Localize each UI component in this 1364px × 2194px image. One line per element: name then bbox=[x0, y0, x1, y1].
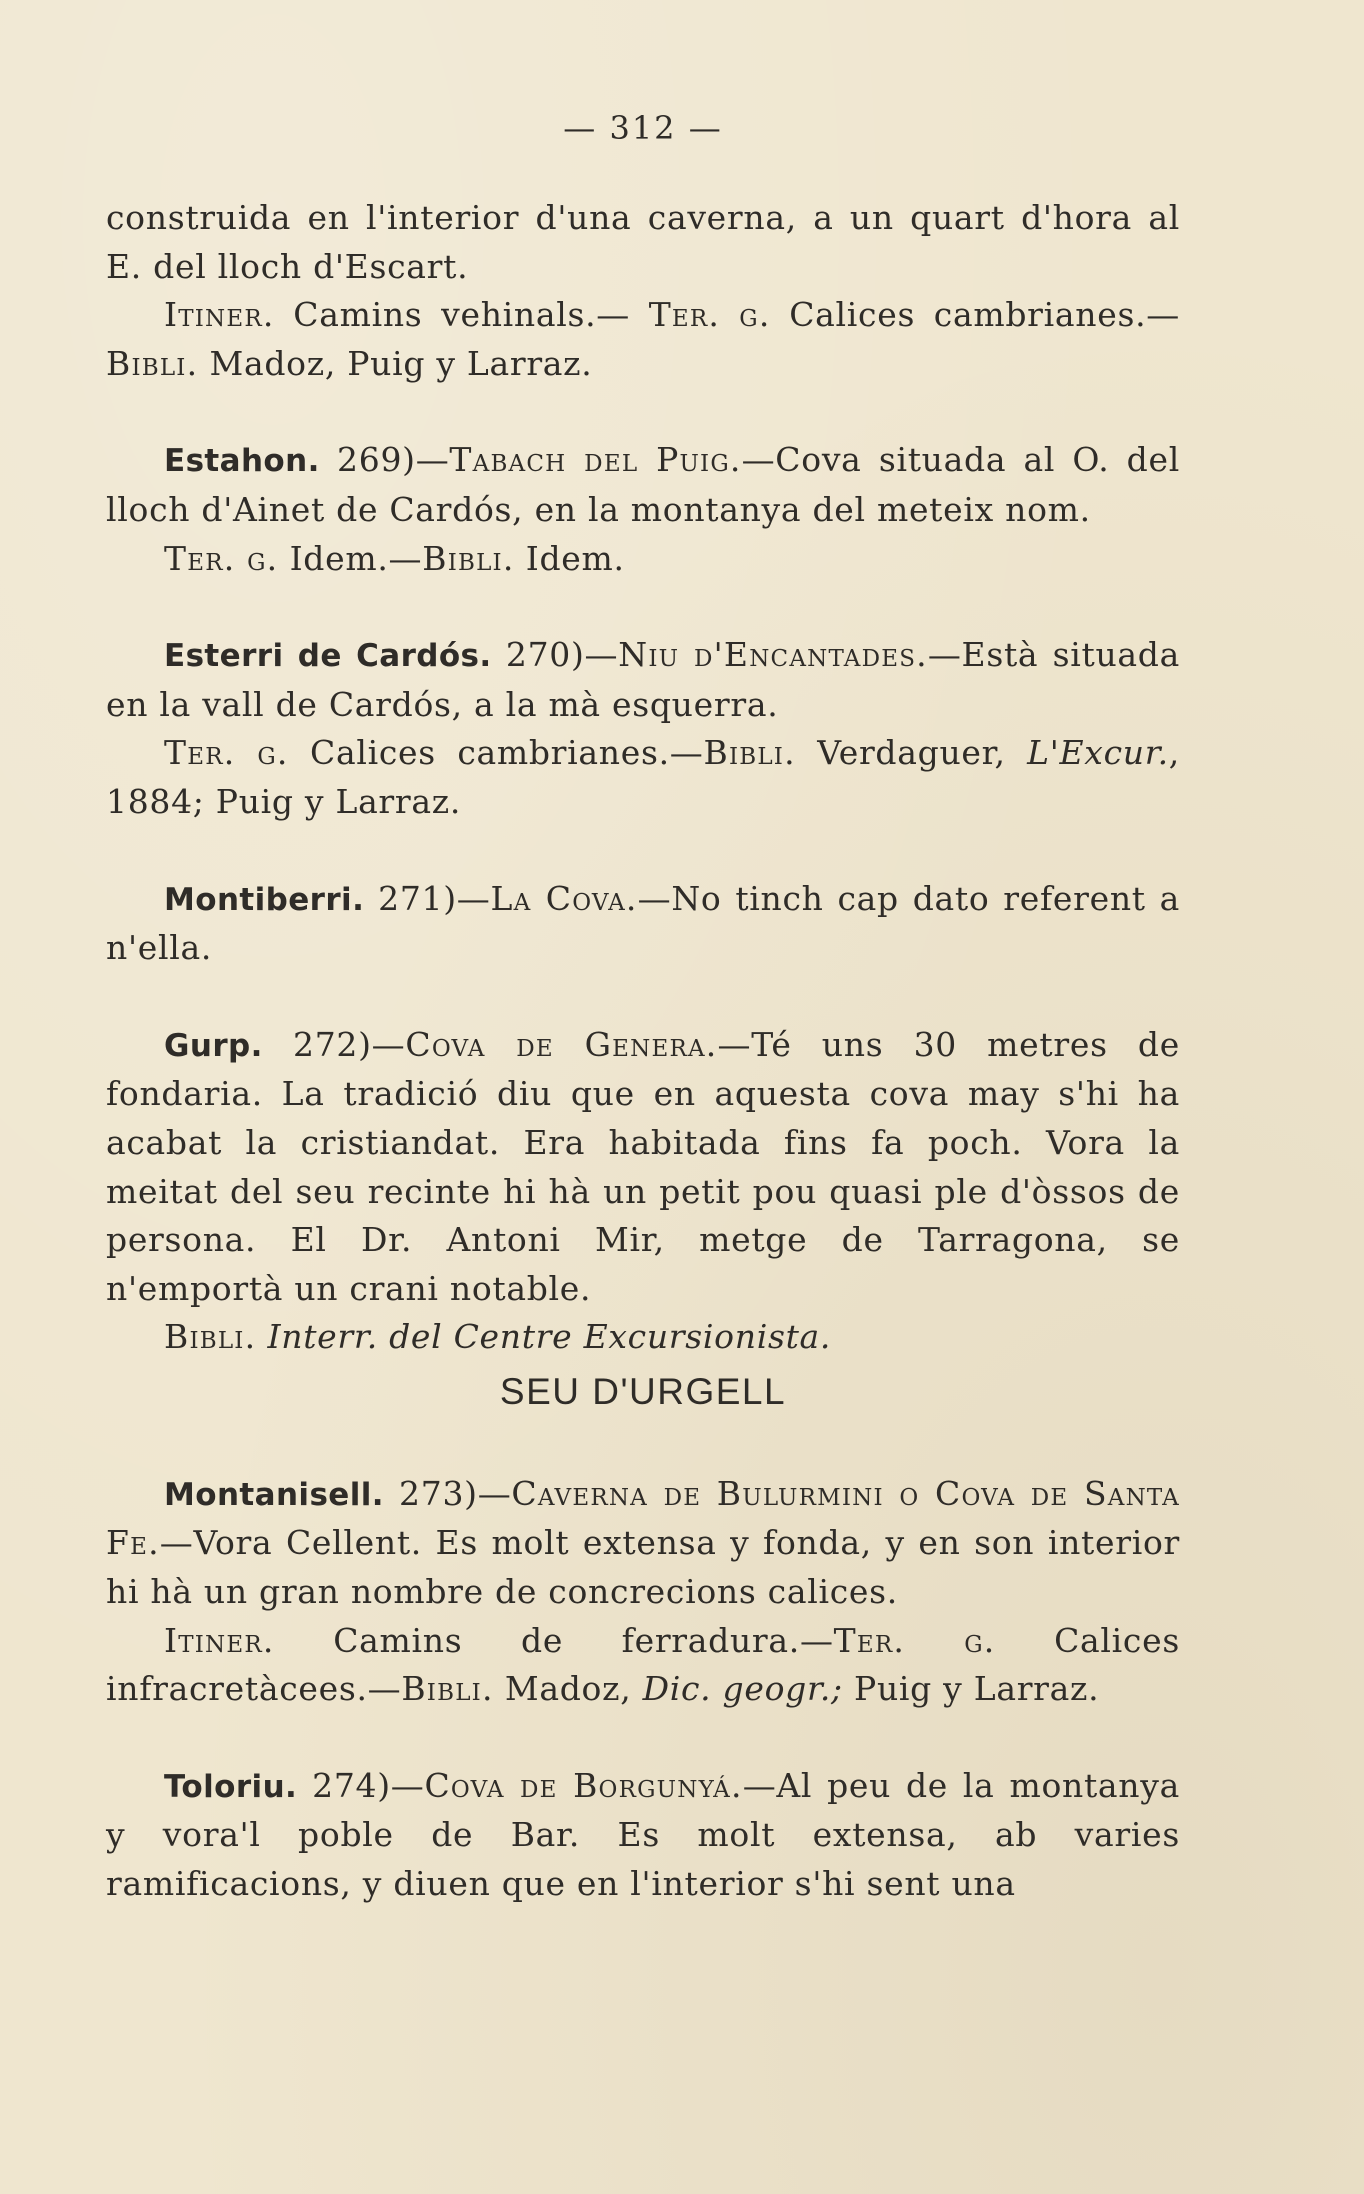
entry-cave-name: Cova de Genera. bbox=[405, 1024, 718, 1064]
work-title: L'Excur. bbox=[1027, 733, 1169, 773]
entry-text: —Té uns 30 metres de fondaria. La tradició diu que en aquesta cova may s'hi ha acabat la cristiandat. Era habitada fins fa poch. Vora la meitat del seu recinte hi hà un petit pou quasi ple d'òssos de persona. El Dr. Antoni Mir, metge de Tarragona, se n'emportà un crani notable. bbox=[106, 1024, 1180, 1308]
label-bibli: Bibli. bbox=[422, 538, 515, 578]
page-body bbox=[106, 100, 1180, 1909]
label-ter: Ter. g. bbox=[833, 1620, 996, 1660]
text: Madoz, bbox=[493, 1669, 643, 1709]
text: Idem.— bbox=[278, 538, 423, 578]
entry-gurp bbox=[106, 1021, 1180, 1314]
entry-esterri bbox=[106, 631, 1180, 729]
label-itiner: Itiner. bbox=[164, 1620, 275, 1660]
entry-cave-name: La Cova. bbox=[490, 878, 638, 918]
text bbox=[256, 1317, 267, 1356]
entry-heading: Montiberri. bbox=[164, 881, 365, 918]
entry-number: 269)— bbox=[319, 440, 450, 480]
entry-montanisell bbox=[106, 1470, 1180, 1617]
label-ter: Ter. g. bbox=[164, 733, 289, 773]
entry-estahon-refs bbox=[106, 535, 1180, 584]
entry-heading: Gurp. bbox=[164, 1027, 263, 1064]
entry-cave-name: Caverna de Bulurmini o Cova de Santa Fe. bbox=[106, 1473, 1180, 1563]
entry-number: 272)— bbox=[262, 1024, 406, 1064]
entry-text: —Al peu de la montanya y vora'l poble de Bar. Es molt extensa, ab varies ramificacions, y diuen que en l'interior s'hi sent una bbox=[106, 1765, 1180, 1904]
entry-text: —Vora Cellent. Es molt extensa y fonda, y en son interior hi hà un gran nombre de concrecions calices. bbox=[106, 1523, 1180, 1612]
entry-heading: Toloriu. bbox=[164, 1768, 298, 1805]
entry-number: 270)— bbox=[491, 635, 619, 675]
label-bibli: Bibli. bbox=[164, 1317, 257, 1357]
entry-cave-name: Tabach del Puig. bbox=[449, 440, 742, 480]
entry-cave-name: Cova de Borgunyá. bbox=[424, 1765, 743, 1805]
entry-estahon bbox=[106, 436, 1180, 534]
work-title: Interr. del Centre Excursionista. bbox=[267, 1317, 832, 1357]
label-ter: Ter. g. bbox=[648, 295, 771, 335]
entry-heading: Esterri de Cardós. bbox=[164, 638, 492, 675]
text: Calices cambrianes.— bbox=[288, 733, 704, 773]
text: Verdaguer, bbox=[795, 733, 1028, 773]
label-itiner: Itiner. bbox=[164, 295, 275, 335]
text: Calices infracretàcees.— bbox=[106, 1620, 1180, 1709]
entry-esterri-refs bbox=[106, 729, 1180, 826]
text: Madoz, Puig y Larraz. bbox=[198, 343, 593, 383]
entry-heading: Estahon. bbox=[164, 443, 320, 480]
text: Camins de ferradura.— bbox=[274, 1620, 834, 1660]
text: Calices cambrianes.— bbox=[770, 295, 1180, 335]
label-bibli: Bibli. bbox=[703, 733, 796, 773]
text: Puig y Larraz. bbox=[842, 1669, 1100, 1709]
label-bibli: Bibli. bbox=[106, 343, 199, 383]
label-bibli: Bibli. bbox=[401, 1669, 494, 1709]
entry-heading: Montanisell. bbox=[164, 1476, 384, 1513]
entry-montanisell-refs bbox=[106, 1617, 1180, 1714]
entry-montiberri bbox=[106, 875, 1180, 973]
entry-text: —Cova situada al O. del lloch d'Ainet de Cardós, en la montanya del meteix nom. bbox=[106, 440, 1180, 529]
text: Idem. bbox=[514, 538, 625, 578]
paragraph-escart-itinerary bbox=[106, 291, 1180, 388]
entry-number: 271)— bbox=[364, 878, 491, 918]
entry-text: —No tinch cap dato referent a n'ella. bbox=[106, 878, 1180, 968]
text: , 1884; Puig y Larraz. bbox=[106, 733, 1180, 821]
work-title: Dic. geogr.; bbox=[642, 1669, 843, 1709]
paragraph-continuation bbox=[106, 194, 1180, 291]
entry-number: 274)— bbox=[297, 1765, 425, 1805]
label-ter: Ter. g. bbox=[164, 538, 279, 578]
section-title: SEU D'URGELL bbox=[499, 1370, 787, 1412]
entry-cave-name: Niu d'Encantades. bbox=[618, 635, 928, 675]
page-number: — 312 — bbox=[563, 109, 723, 147]
text: Camins vehinals.— bbox=[274, 295, 649, 335]
entry-toloriu bbox=[106, 1762, 1180, 1909]
entry-number: 273)— bbox=[383, 1473, 512, 1513]
entry-gurp-refs bbox=[106, 1313, 1180, 1362]
entry-text: —Està situada en la vall de Cardós, a la mà esquerra. bbox=[106, 635, 1180, 724]
continuation-text: construida en l'interior d'una caverna, a un quart d'hora al E. del lloch d'Escart. bbox=[106, 198, 1180, 286]
